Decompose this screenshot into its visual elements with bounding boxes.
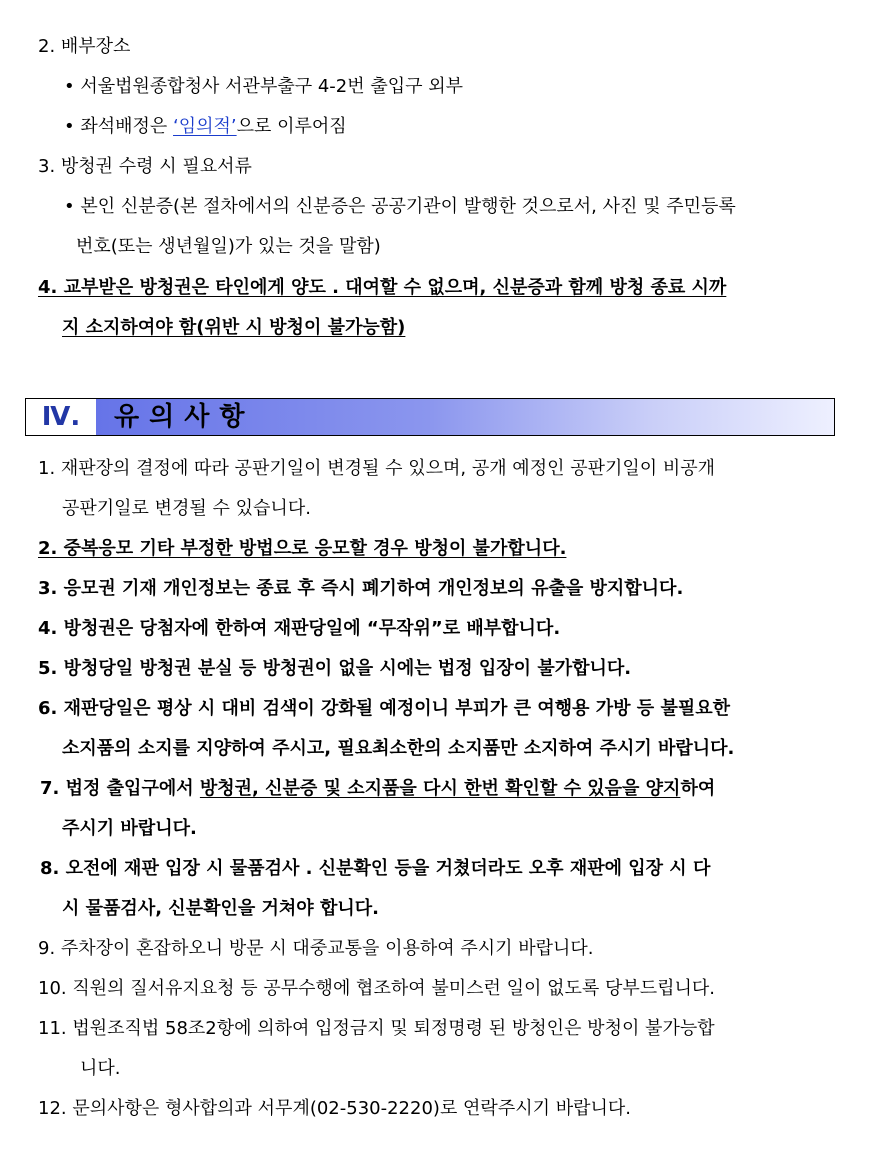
seating-text-pre: • 좌석배정은 bbox=[64, 116, 174, 137]
note-7-line-2: 주시기 바랍니다. bbox=[62, 818, 197, 839]
section-header bbox=[25, 398, 835, 436]
seating-random-link[interactable]: ‘임의적’ bbox=[173, 116, 237, 137]
note-6-line-1: 6. 재판당일은 평상 시 대비 검색이 강화될 예정이니 부피가 큰 여행용 가방 등 불필요한 bbox=[38, 698, 731, 719]
note-11-line-2: 니다. bbox=[80, 1058, 121, 1079]
note-7-line-1 bbox=[40, 776, 715, 802]
note-11-line-1: 11. 법원조직법 58조2항에 의하여 입정금지 및 퇴정명령 된 방청인은 방청이 불가능합 bbox=[38, 1018, 715, 1039]
note-10: 10. 직원의 질서유지요청 등 공무수행에 협조하여 불미스런 일이 없도록 당부드립니다. bbox=[38, 978, 716, 999]
item-2-title: 2. 배부장소 bbox=[38, 36, 131, 57]
item-3-bullet-id-text: • 본인 신분증(본 절차에서의 신분증은 공공기관이 발행한 것으로서, 사진 및 주민등록 bbox=[64, 196, 736, 217]
seating-text-post: 으로 이루어짐 bbox=[236, 116, 347, 137]
item-2-bullet-seating bbox=[64, 114, 347, 140]
note-1-line-2: 공판기일로 변경될 수 있습니다. bbox=[62, 498, 311, 519]
note-8-line-1: 8. 오전에 재판 입장 시 물품검사 . 신분확인 등을 거쳤더라도 오후 재판에 입장 시 다 bbox=[40, 858, 711, 879]
item-4-line-2: 지 소지하여야 함(위반 시 방청이 불가능함) bbox=[62, 317, 406, 338]
note-2: 2. 중복응모 기타 부정한 방법으로 응모할 경우 방청이 불가합니다. bbox=[38, 538, 567, 559]
item-3-bullet-id-cont: 번호(또는 생년월일)가 있는 것을 말함) bbox=[76, 236, 381, 257]
section-number: Ⅳ. bbox=[26, 399, 96, 435]
item-3-bullet-id bbox=[64, 194, 840, 220]
note-6-line-2: 소지품의 소지를 지양하여 주시고, 필요최소한의 소지품만 소지하여 주시기 바랍니다. bbox=[62, 738, 735, 759]
section-title: 유의사항 bbox=[96, 399, 834, 435]
item-3-title: 3. 방청권 수령 시 필요서류 bbox=[38, 156, 252, 177]
item-4-line-1: 4. 교부받은 방청권은 타인에게 양도 . 대여할 수 없으며, 신분증과 함께 방청 종료 시까 bbox=[38, 277, 727, 298]
note-5: 5. 방청당일 방청권 분실 등 방청권이 없을 시에는 법정 입장이 불가합니다. bbox=[38, 658, 632, 679]
note-4: 4. 방청권은 당첨자에 한하여 재판당일에 “무작위”로 배부합니다. bbox=[38, 618, 561, 639]
note-8-line-2: 시 물품검사, 신분확인을 거쳐야 합니다. bbox=[62, 898, 379, 919]
note-9: 9. 주차장이 혼잡하오니 방문 시 대중교통을 이용하여 주시기 바랍니다. bbox=[38, 938, 594, 959]
note-7-post: 하여 bbox=[680, 778, 716, 799]
note-3: 3. 응모권 기재 개인정보는 종료 후 즉시 폐기하여 개인정보의 유출을 방지합니다. bbox=[38, 578, 684, 599]
note-12: 12. 문의사항은 형사합의과 서무계(02-530-2220)로 연락주시기 바랍니다. bbox=[38, 1098, 631, 1119]
note-7-pre: 7. 법정 출입구에서 bbox=[40, 778, 200, 799]
note-7-underlined: 방청권, 신분증 및 소지품을 다시 한번 확인할 수 있음을 양지 bbox=[199, 778, 681, 799]
note-1-line-1: 1. 재판장의 결정에 따라 공판기일이 변경될 수 있으며, 공개 예정인 공판기일이 비공개 bbox=[38, 458, 716, 479]
item-2-bullet-location: • 서울법원종합청사 서관부출구 4-2번 출입구 외부 bbox=[64, 76, 463, 97]
